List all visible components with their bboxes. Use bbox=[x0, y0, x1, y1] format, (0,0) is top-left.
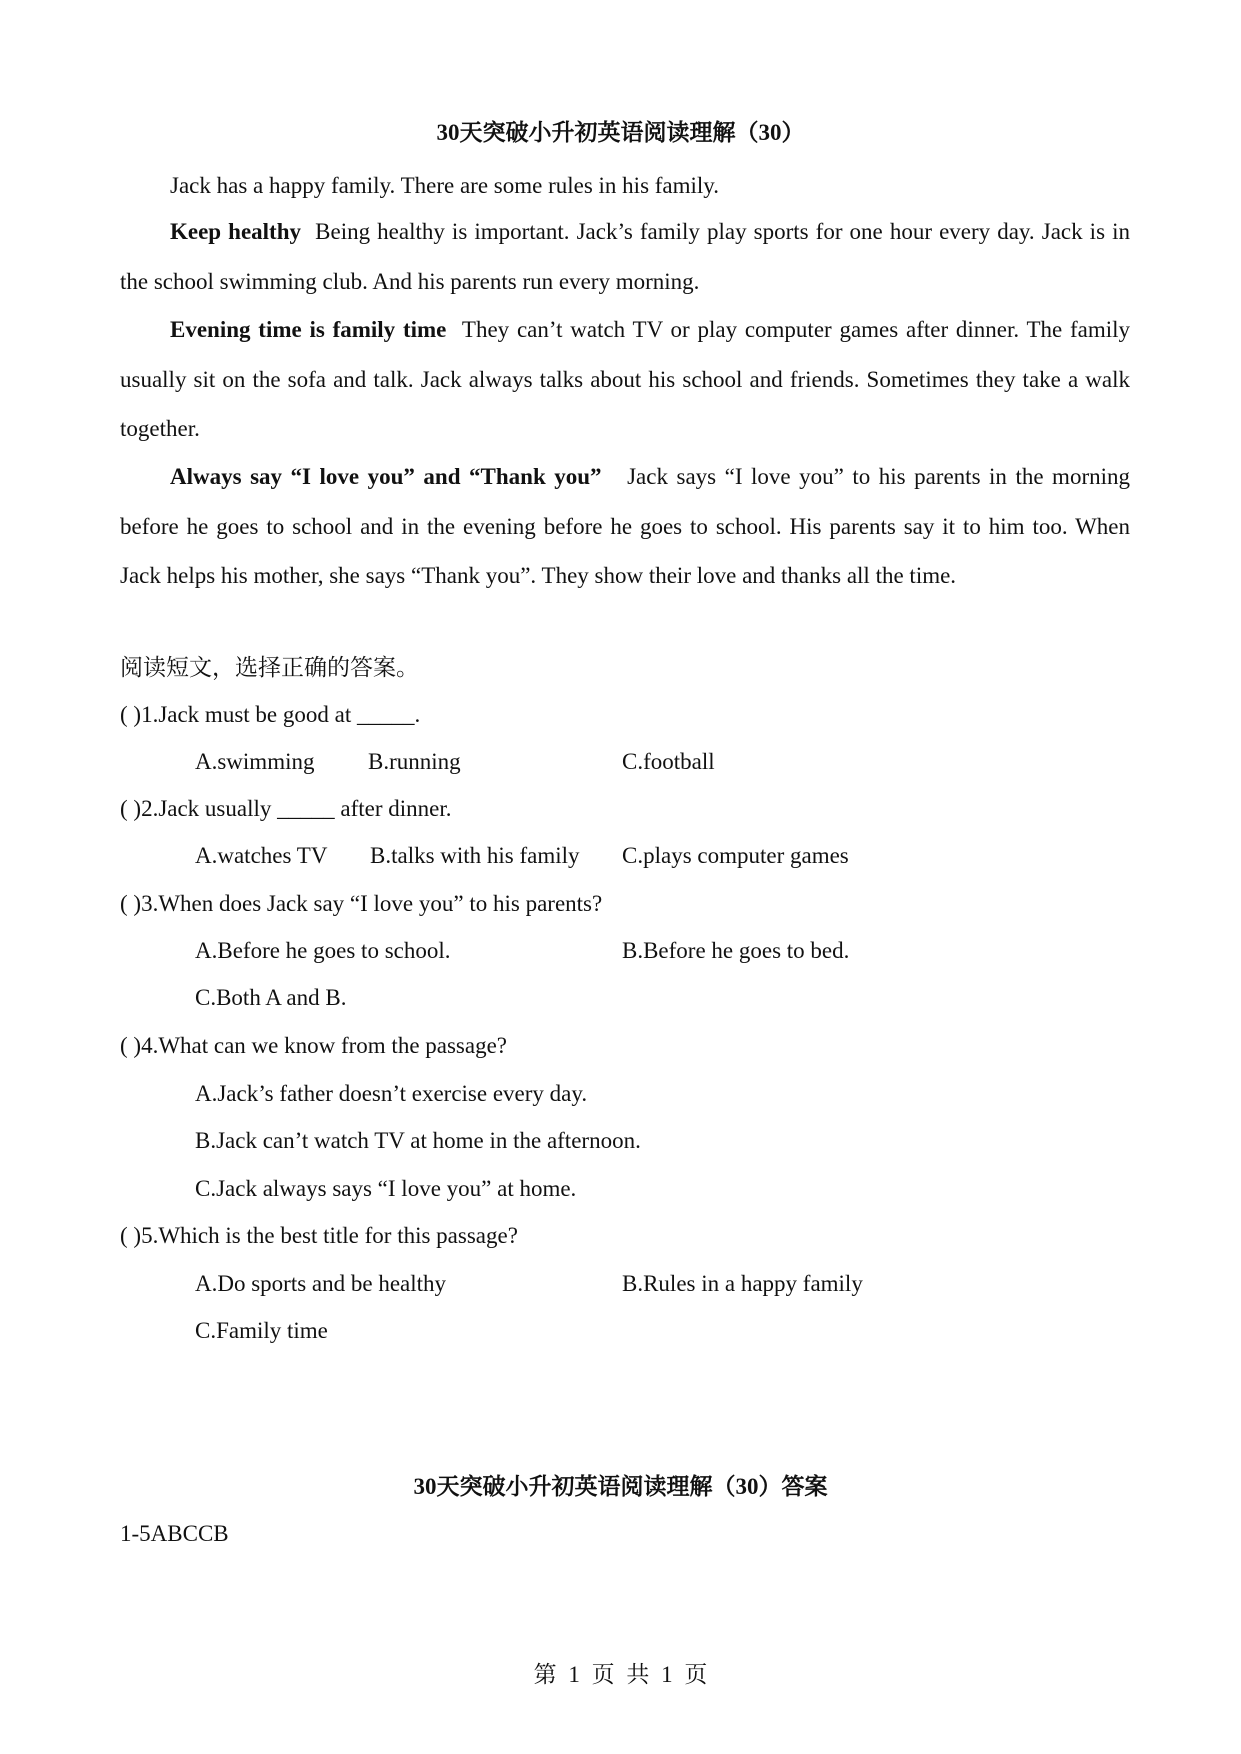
paragraph-1-text: Jack has a happy family. There are some rules in his family. bbox=[170, 173, 720, 198]
question-2-option-a: A.watches TV bbox=[195, 843, 328, 868]
paragraph-2-text: Being healthy is important. Jack’s family play sports for one hour every day. Jack is in the school swimming club. And his parents run every morning. bbox=[120, 219, 1130, 294]
answer-title: 30天突破小升初英语阅读理解（30）答案 bbox=[413, 1474, 828, 1499]
question-1-option-a: A.swimming bbox=[195, 749, 315, 774]
question-2-option-b: B.talks with his family bbox=[370, 843, 580, 868]
passage-paragraph-3 bbox=[120, 305, 1130, 454]
question-3-option-b: B.Before he goes to bed. bbox=[622, 938, 850, 963]
paragraph-3-text: They can’t watch TV or play computer games after dinner. The family usually sit on the sofa and talk. Jack always talks about his school and friends. Sometimes they take a walk together. bbox=[120, 317, 1131, 441]
question-2-stem: ( )2.Jack usually _____ after dinner. bbox=[120, 796, 452, 821]
question-5-stem: ( )5.Which is the best title for this passage? bbox=[120, 1223, 518, 1248]
question-1-option-b: B.running bbox=[368, 749, 461, 774]
page-footer: 第 1 页 共 1 页 bbox=[533, 1662, 708, 1687]
question-5-option-a: A.Do sports and be healthy bbox=[195, 1271, 447, 1296]
instruction-text: 阅读短文，选择正确的答案。 bbox=[120, 655, 419, 680]
question-5-option-b: B.Rules in a happy family bbox=[622, 1271, 863, 1296]
question-4-option-c: C.Jack always says “I love you” at home. bbox=[195, 1176, 577, 1201]
question-4-stem: ( )4.What can we know from the passage? bbox=[120, 1033, 508, 1058]
passage-paragraph-4 bbox=[120, 452, 1130, 601]
rule-heading-family-time: Evening time is family time bbox=[170, 317, 447, 342]
page-title: 30天突破小升初英语阅读理解（30） bbox=[436, 120, 805, 145]
passage-paragraph-2 bbox=[120, 207, 1130, 306]
rule-heading-love-thanks: Always say “I love you” and “Thank you” bbox=[170, 464, 602, 489]
passage-paragraph-1 bbox=[120, 161, 1130, 211]
paragraph-4-text: Jack says “I love you” to his parents in the morning before he goes to school and in the evening before he goes to school. His parents say it to him too. When Jack helps his mother, she says “Thank you”. They show their love and thanks all the time. bbox=[120, 464, 1130, 588]
answer-key: 1-5ABCCB bbox=[120, 1521, 229, 1546]
question-3-stem: ( )3.When does Jack say “I love you” to his parents? bbox=[120, 891, 603, 916]
question-3-option-c: C.Both A and B. bbox=[195, 985, 347, 1010]
question-1-stem: ( )1.Jack must be good at _____. bbox=[120, 702, 421, 727]
rule-heading-keep-healthy: Keep healthy bbox=[170, 219, 302, 244]
question-1-option-c: C.football bbox=[622, 749, 715, 774]
question-2-option-c: C.plays computer games bbox=[622, 843, 849, 868]
question-4-option-b: B.Jack can’t watch TV at home in the afternoon. bbox=[195, 1128, 641, 1153]
question-5-option-c: C.Family time bbox=[195, 1318, 328, 1343]
question-3-option-a: A.Before he goes to school. bbox=[195, 938, 451, 963]
question-4-option-a: A.Jack’s father doesn’t exercise every day. bbox=[195, 1081, 588, 1106]
